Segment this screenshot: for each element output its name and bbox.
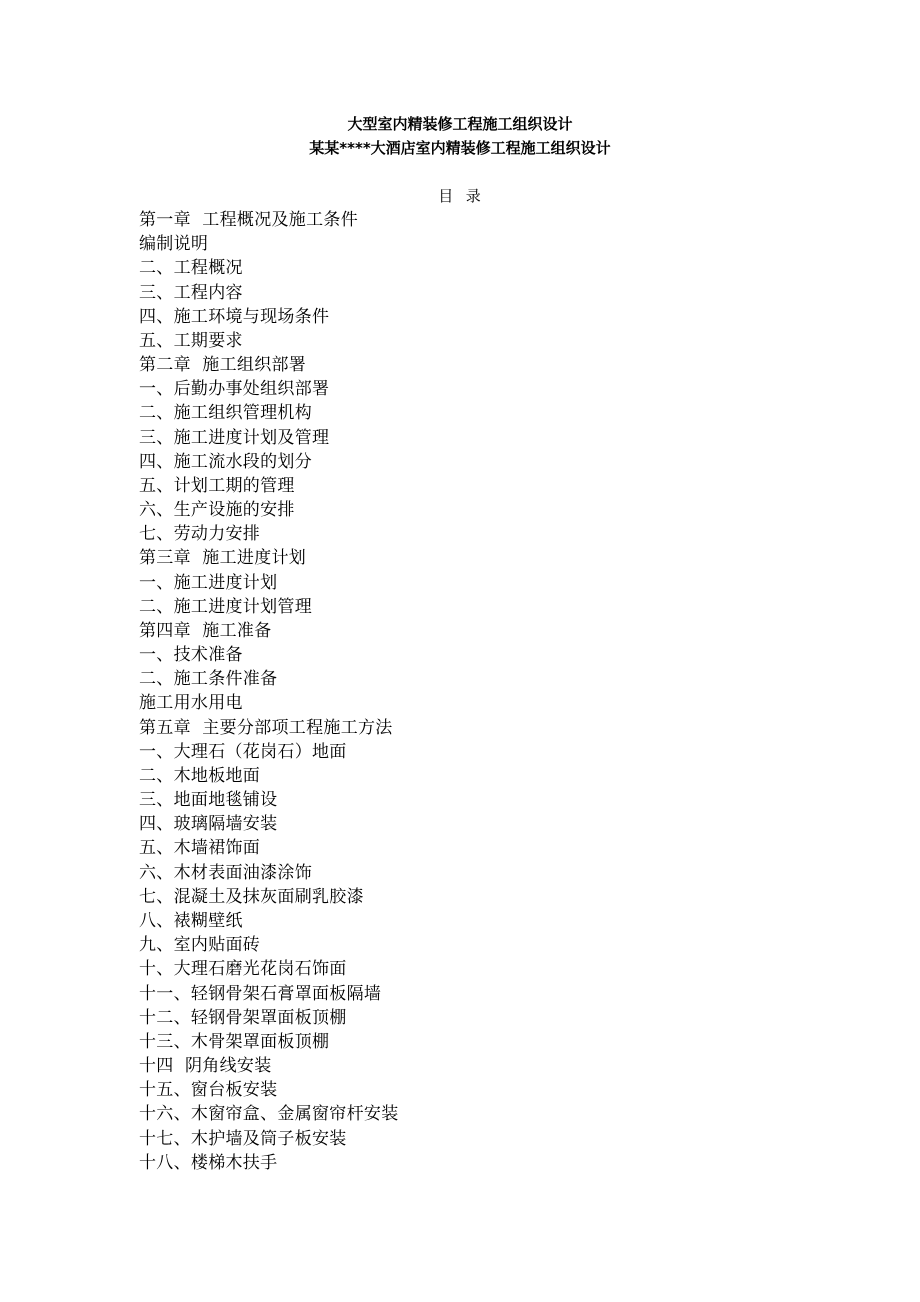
toc-item: 二、工程概况 <box>139 258 243 279</box>
toc-item: 十五、窗台板安装 <box>139 1080 278 1101</box>
toc-item: 四、施工流水段的划分 <box>139 451 312 472</box>
toc-item: 六、木材表面油漆涂饰 <box>139 862 312 883</box>
toc-item: 十六、木窗帘盒、金属窗帘杆安装 <box>139 1104 399 1125</box>
toc-item: 七、混凝土及抹灰面刷乳胶漆 <box>139 886 364 907</box>
toc-item: 七、劳动力安排 <box>139 524 261 545</box>
toc-item: 九、室内贴面砖 <box>139 935 261 956</box>
toc-item: 六、生产设施的安排 <box>139 500 295 521</box>
toc-item: 十、大理石磨光花岗石饰面 <box>139 959 347 980</box>
toc-item: 五、计划工期的管理 <box>139 475 295 496</box>
toc-item: 八、裱糊壁纸 <box>139 910 243 931</box>
toc-item: 一、后勤办事处组织部署 <box>139 379 330 400</box>
toc-item: 十一、轻钢骨架石膏罩面板隔墙 <box>139 983 382 1004</box>
toc-item: 五、木墙裙饰面 <box>139 838 261 859</box>
toc-item: 施工用水用电 <box>139 693 243 714</box>
toc-item: 五、工期要求 <box>139 330 243 351</box>
toc-item: 一、施工进度计划 <box>139 572 278 593</box>
toc-item: 十三、木骨架罩面板顶棚 <box>139 1031 330 1052</box>
toc-item: 第四章 施工准备 <box>139 620 272 641</box>
toc-item: 第二章 施工组织部署 <box>139 355 307 376</box>
toc-item: 第一章 工程概况及施工条件 <box>139 210 359 230</box>
toc-item: 第三章 施工进度计划 <box>139 548 307 569</box>
toc-item: 编制说明 <box>139 234 209 255</box>
table-of-contents <box>139 208 399 1175</box>
toc-item: 第五章 主要分部项工程施工方法 <box>139 717 393 738</box>
toc-item: 十二、轻钢骨架罩面板顶棚 <box>139 1007 347 1028</box>
toc-item: 一、技术准备 <box>139 645 243 666</box>
toc-item: 二、施工条件准备 <box>139 669 278 690</box>
toc-item: 四、施工环境与现场条件 <box>139 306 330 327</box>
toc-item: 二、木地板地面 <box>139 765 261 786</box>
toc-item: 四、玻璃隔墙安装 <box>139 814 278 835</box>
toc-item: 一、大理石（花岗石）地面 <box>139 741 347 762</box>
toc-item: 三、工程内容 <box>139 282 243 303</box>
toc-heading: 目 录 <box>438 187 482 205</box>
toc-item: 二、施工组织管理机构 <box>139 403 312 424</box>
toc-item: 十七、木护墙及筒子板安装 <box>139 1128 347 1149</box>
toc-item: 三、地面地毯铺设 <box>139 790 278 811</box>
toc-item: 十八、楼梯木扶手 <box>139 1152 278 1173</box>
toc-item: 二、施工进度计划管理 <box>139 596 312 617</box>
toc-item: 十四 阴角线安装 <box>139 1056 272 1077</box>
document-subtitle: 某某****大酒店室内精装修工程施工组织设计 <box>309 139 611 157</box>
document-title: 大型室内精装修工程施工组织设计 <box>347 115 573 133</box>
toc-item: 三、施工进度计划及管理 <box>139 427 330 448</box>
